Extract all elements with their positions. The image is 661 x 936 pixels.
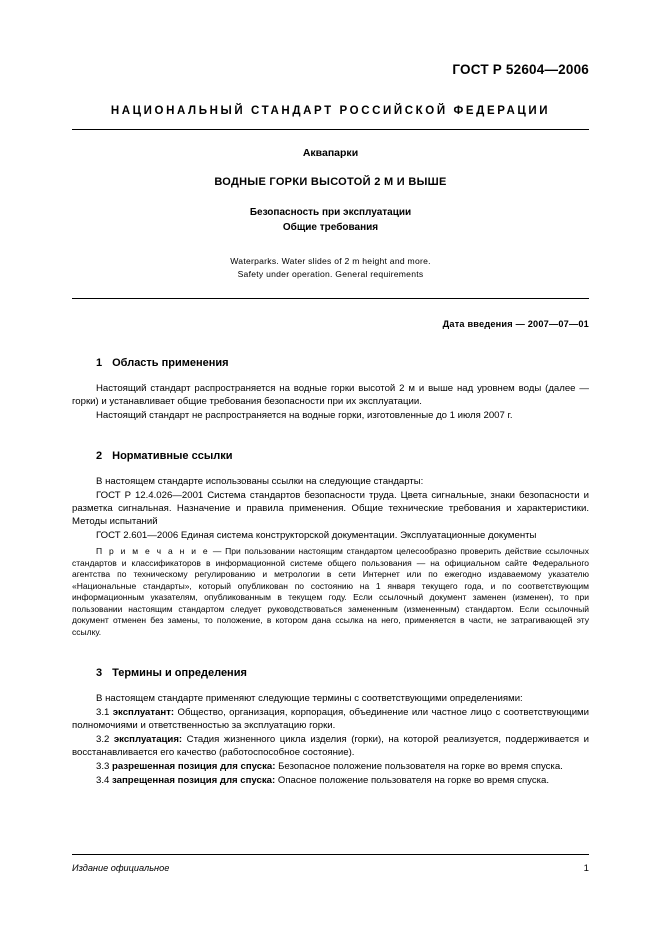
term-definition: Безопасное положение пользователя на горке во время спуска. — [275, 760, 563, 772]
section-heading-1 — [96, 357, 589, 369]
section-title-1: Область применения — [112, 356, 229, 369]
term-label: эксплуатант: — [112, 706, 175, 718]
term-definition: Стадия жизненного цикла изделия (горки), на которой реализуется, поддерживается и восстанавливается его качество (работоспособное состояние). — [72, 733, 589, 758]
title-subject: Аквапарки — [302, 147, 359, 159]
term-entry — [72, 733, 589, 759]
term-entry — [72, 774, 589, 787]
section-2-reference-1: ГОСТ Р 12.4.026—2001 Система стандартов безопасности труда. Цвета сигнальные, знаки безопасности и разметка сигнальная. Назначение и правила применения. Общие технические требования и характеристики. Методы испытаний — [72, 489, 589, 528]
term-number: 3.2 — [96, 733, 110, 745]
document-number: ГОСТ Р 52604—2006 — [452, 62, 589, 77]
section-3-intro: В настоящем стандарте применяют следующие термины с соответствующими определениями: — [96, 692, 523, 704]
term-label: разрешенная позиция для спуска: — [112, 760, 276, 772]
title-divider — [72, 298, 589, 299]
page-number: 1 — [583, 863, 589, 874]
section-number-2: 2 — [96, 449, 103, 462]
edition-label: Издание официальное — [72, 863, 170, 873]
term-entry — [72, 760, 589, 773]
term-number: 3.3 — [96, 760, 110, 772]
term-number: 3.1 — [96, 706, 110, 718]
national-standard-header: НАЦИОНАЛЬНЫЙ СТАНДАРТ РОССИЙСКОЙ ФЕДЕРАЦИИ — [110, 105, 551, 117]
title-general-requirements-line: Общие требования — [282, 221, 379, 233]
title-safety-line: Безопасность при эксплуатации — [249, 207, 412, 218]
term-definition: Общество, организация, корпорация, объединение или частное лицо с соответствующими полномочиями и ответственностью за эксплуатацию горки. — [72, 706, 590, 731]
section-heading-3 — [96, 667, 589, 679]
header-divider — [72, 129, 589, 130]
title-english — [72, 255, 589, 281]
term-label: эксплуатация: — [113, 733, 183, 745]
page-footer — [72, 854, 589, 874]
title-block — [72, 147, 589, 281]
title-english-line1: Waterparks. Water slides of 2 m height and more. — [230, 256, 431, 266]
section-1-paragraph-2: Настоящий стандарт не распространяется на водные горки, изготовленные до 1 июля 2007 г. — [96, 409, 513, 421]
section-1-paragraph-1: Настоящий стандарт распространяется на водные горки высотой 2 м и выше над уровнем воды (далее — горки) и устанавливает общие требования безопасности при их эксплуатации. — [72, 382, 589, 407]
note-text: — При пользовании настоящим стандартом целесообразно проверить действие ссылочных стандартов и классификаторов в информационной системе общего пользования — на официальном сайте Федерального агентства по техническому регулированию и метрологии в сети Интернет или по ежегодно издаваемому указателю «Национальные стандарты», который опубликован по состоянию на 1 января текущего года, и по соответствующим информационным указателям, опубликованным в текущем году. Если ссылочный документ заменен (изменен), то при пользовании настоящим стандартом следует руководствоваться замененным (измененным) стандартом. Если ссылочный документ отменен без замены, то положение, в котором дана ссылка на него, применяется в части, не затрагивающей эту ссылку. — [72, 546, 589, 637]
term-definition: Опасное положение пользователя на горке во время спуска. — [275, 774, 550, 786]
term-entry — [72, 706, 589, 732]
title-main: ВОДНЫЕ ГОРКИ ВЫСОТОЙ 2 М И ВЫШЕ — [214, 176, 447, 188]
section-number-3: 3 — [96, 666, 103, 679]
term-number: 3.4 — [96, 774, 110, 786]
section-heading-2 — [96, 450, 589, 462]
section-number-1: 1 — [96, 356, 103, 369]
section-2-paragraph-1: В настоящем стандарте использованы ссылки на следующие стандарты: — [96, 475, 424, 487]
term-label: запрещенная позиция для спуска: — [112, 774, 276, 786]
section-2-reference-2: ГОСТ 2.601—2006 Единая система конструкторской документации. Эксплуатационные документы — [96, 530, 537, 542]
introduction-date: Дата введения — 2007—07—01 — [442, 318, 589, 329]
title-english-line2: Safety under operation. General requirements — [237, 268, 424, 279]
footer-divider — [72, 854, 589, 855]
section-title-2: Нормативные ссылки — [112, 449, 233, 462]
section-title-3: Термины и определения — [112, 666, 247, 679]
note-label: П р и м е ч а н и е — [96, 546, 210, 557]
section-2-note — [72, 546, 589, 638]
